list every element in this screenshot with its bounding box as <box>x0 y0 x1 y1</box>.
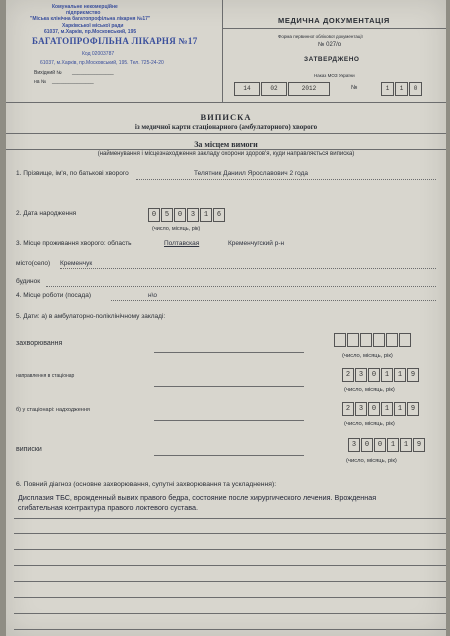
date-digit: 1 <box>381 368 393 382</box>
order-date-year: 2012 <box>288 82 330 96</box>
residence-label: 3. Місце проживання хворого: область <box>16 240 132 247</box>
patient-name-line <box>136 179 436 180</box>
form-number: № 027/о <box>318 42 342 48</box>
birth-date-hint: (число, місяць, рік) <box>152 226 201 232</box>
order-line: Наказ МОЗ України <box>314 73 355 78</box>
date-row-label: захворювання <box>16 340 63 347</box>
date-row-cells <box>334 333 412 347</box>
birth-date-digit: 5 <box>161 208 173 222</box>
date-row-hint: (число, місяць, рік) <box>346 458 397 464</box>
diagnosis-value: Дисплазия ТБС, врожденный вывих правого бедра, состояние после хирургического лечения. Врожденная сгибательная контрактура правого локтевого сустава. <box>18 493 377 512</box>
city-value: Кременчук <box>60 260 93 267</box>
order-date-day: 14 <box>234 82 260 96</box>
date-digit: 0 <box>368 368 380 382</box>
date-digit: 0 <box>374 438 386 452</box>
date-digit: 1 <box>400 438 412 452</box>
destination: За місцем вимоги <box>194 140 258 149</box>
patient-name-label: 1. Прізвище, ім'я, по батькові хворого <box>16 170 129 177</box>
date-row-line <box>154 420 304 421</box>
workplace-label: 4. Місце роботи (посада) <box>16 292 91 299</box>
date-digit: 3 <box>355 368 367 382</box>
order-num-1: 1 <box>381 82 394 96</box>
order-date-cells <box>234 82 331 96</box>
destination-hint: (найменування і місцезнаходження закладу охорони здоров'я, куди направляється виписка) <box>97 151 355 157</box>
date-digit: 1 <box>394 368 406 382</box>
residence-district: Кременчугский р-н <box>228 240 285 247</box>
form-line: Форма первинної облікової документації <box>278 34 363 39</box>
header-rule <box>222 28 446 29</box>
order-num-label: № <box>351 85 358 91</box>
destination-rule <box>6 149 446 150</box>
diagnosis-line <box>14 518 446 519</box>
diagnosis-line <box>14 533 446 534</box>
date-digit <box>347 333 359 347</box>
birth-date-digit: 0 <box>174 208 186 222</box>
header-bottom-rule <box>6 102 446 103</box>
date-row-hint: (число, місяць, рік) <box>344 387 395 393</box>
diagnosis-line <box>14 549 446 550</box>
date-digit <box>399 333 411 347</box>
date-digit <box>334 333 346 347</box>
outgoing-label: Вихідний № <box>34 70 62 76</box>
building-label: будинок <box>16 278 41 285</box>
birth-date-digit: 1 <box>200 208 212 222</box>
approved-label: ЗАТВЕРДЖЕНО <box>304 56 360 63</box>
date-row-cells <box>342 402 420 416</box>
date-digit: 9 <box>413 438 425 452</box>
order-num-cells <box>381 82 423 96</box>
city-label: місто(село) <box>16 260 51 267</box>
stamp-line-5: 61037, м.Харків, пр.Московський, 195 <box>44 29 137 35</box>
city-line <box>60 268 436 269</box>
header-divider <box>222 0 223 102</box>
date-digit: 2 <box>342 368 354 382</box>
date-digit: 2 <box>342 402 354 416</box>
diagnosis-line <box>14 597 446 598</box>
date-digit <box>373 333 385 347</box>
dates-label: 5. Дати: а) в амбулаторно-поліклінічному закладі: <box>16 313 166 320</box>
date-digit <box>386 333 398 347</box>
birth-date-digit: 6 <box>213 208 225 222</box>
date-row-hint: (число, місяць, рік) <box>344 421 395 427</box>
birth-date-cells <box>148 208 226 222</box>
outgoing-value: _______________ <box>72 70 114 76</box>
stamp-line-8: 61037, м.Харків, пр.Московський, 195. Тел. 725-24-20 <box>40 60 164 66</box>
date-row-line <box>154 352 304 353</box>
stamp-line-7: Код 02003787 <box>82 51 115 57</box>
stamp-line-2: підприємство <box>66 10 101 16</box>
date-row-cells <box>348 438 426 452</box>
residence-region: Полтавская <box>164 240 200 247</box>
title-rule <box>6 133 446 134</box>
order-num-2: 1 <box>395 82 408 96</box>
date-row-line <box>154 455 304 456</box>
header-title: МЕДИЧНА ДОКУМЕНТАЦІЯ <box>278 16 390 25</box>
date-digit: 1 <box>381 402 393 416</box>
date-digit: 9 <box>407 368 419 382</box>
date-digit: 9 <box>407 402 419 416</box>
diagnosis-label: 6. Повний діагноз (основне захворювання, супутні захворювання та ускладнення): <box>16 481 277 488</box>
date-digit: 0 <box>361 438 373 452</box>
order-num-3: 0 <box>409 82 422 96</box>
date-digit: 3 <box>355 402 367 416</box>
stamp-line-6: БАГАТОПРОФІЛЬНА ЛІКАРНЯ №17 <box>32 36 198 46</box>
date-row-line <box>154 386 304 387</box>
doc-title: ВИПИСКА <box>200 112 252 122</box>
diagnosis-line <box>14 613 446 614</box>
doc-subtitle: із медичної карти стаціонарного (амбулаторного) хворого <box>134 123 318 131</box>
birth-date-digit: 3 <box>187 208 199 222</box>
diagnosis-line <box>14 581 446 582</box>
date-digit: 0 <box>368 402 380 416</box>
date-digit: 1 <box>387 438 399 452</box>
diagnosis-line <box>14 565 446 566</box>
stamp-line-4: Харківської міської ради <box>62 23 124 29</box>
date-digit: 1 <box>394 402 406 416</box>
date-row-label: направлення в стаціонар <box>16 373 75 379</box>
workplace-line <box>111 300 436 301</box>
date-digit: 3 <box>348 438 360 452</box>
clinic-stamp <box>12 4 217 88</box>
birth-date-digit: 0 <box>148 208 160 222</box>
date-row-label: виписки <box>16 446 42 453</box>
patient-name-value: Телятник Даниил Ярославович 2 года <box>194 170 309 177</box>
date-row-hint: (число, місяць, рік) <box>342 353 393 359</box>
diagnosis-line <box>14 629 446 630</box>
order-date-month: 02 <box>261 82 287 96</box>
stamp-line-3: "Міська клінічна багатопрофільна лікарня №17" <box>30 16 151 22</box>
building-line <box>46 286 436 287</box>
date-digit <box>360 333 372 347</box>
medical-discharge-form <box>6 0 446 636</box>
date-row-label: б) у стаціонарі: надходження <box>16 407 90 413</box>
date-row-cells <box>342 368 420 382</box>
workplace-value: н\о <box>148 292 158 299</box>
na-value: _______________ <box>52 79 94 85</box>
birth-date-label: 2. Дата народження <box>16 210 77 217</box>
na-label: на № <box>34 79 47 85</box>
stamp-line-1: Комунальне некомерційне <box>52 4 118 10</box>
